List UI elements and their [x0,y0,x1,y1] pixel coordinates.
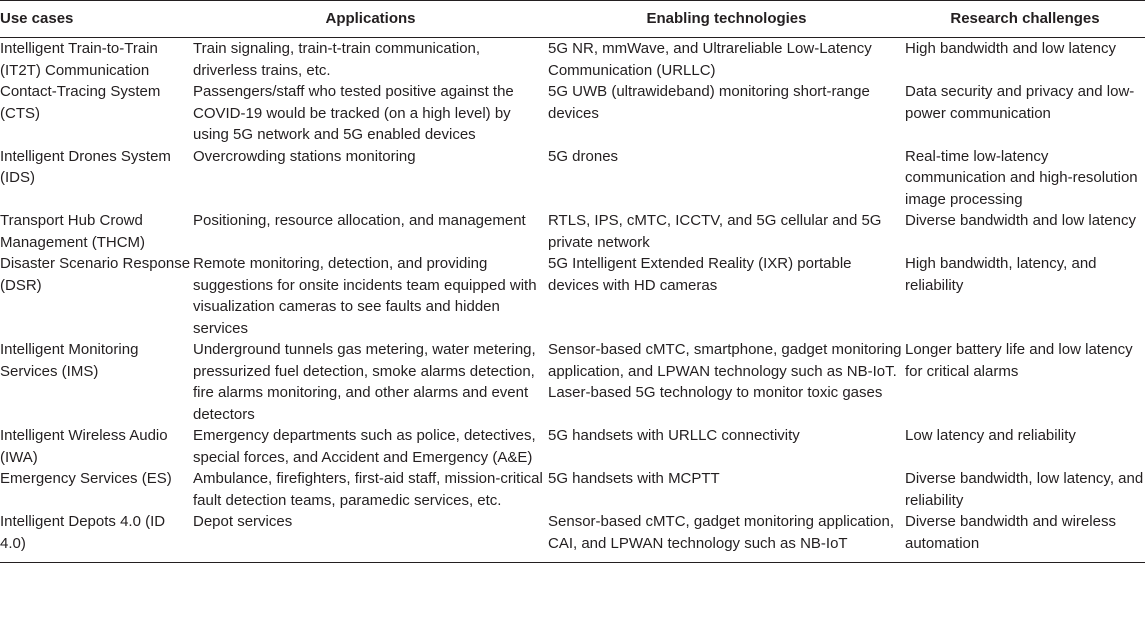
technologies-cell: Sensor-based cMTC, smartphone, gadget monitoring application, and LPWAN technology such as NB-IoT. Laser-based 5G technology to monitor toxic gases [548,341,902,401]
technologies-cell: 5G NR, mmWave, and Ultrareliable Low-Latency Communication (URLLC) [548,40,872,79]
table-row [0,339,1145,425]
header-row [0,1,1145,38]
challenges-cell: Diverse bandwidth, low latency, and reliability [905,470,1144,509]
applications-cell: Positioning, resource allocation, and management [193,212,526,229]
challenges-cell: High bandwidth, latency, and reliability [905,255,1097,294]
header-use-cases: Use cases [0,10,74,28]
header-enabling-technologies: Enabling technologies [646,10,807,28]
table-row [0,468,1145,511]
challenges-cell: Diverse bandwidth and low latency [905,212,1136,229]
applications-cell: Train signaling, train-t-train communication, driverless trains, etc. [193,40,481,79]
challenges-cell: Longer battery life and low latency for critical alarms [905,341,1133,380]
use-case-cell: Transport Hub Crowd Management (THCM) [0,212,146,251]
use-case-cell: Intelligent Train-to-Train (IT2T) Communication [0,40,158,79]
use-case-cell: Emergency Services (ES) [0,470,172,487]
technologies-cell: Sensor-based cMTC, gadget monitoring application, CAI, and LPWAN technology such as NB-IoT [548,513,895,552]
use-case-cell: Contact-Tracing System (CTS) [0,83,161,122]
challenges-cell: Real-time low-latency communication and high-resolution image processing [905,147,1138,208]
technologies-cell: RTLS, IPS, cMTC, ICCTV, and 5G cellular and 5G private network [548,212,882,251]
use-case-cell: Intelligent Wireless Audio (IWA) [0,427,168,466]
challenges-cell: High bandwidth and low latency [905,40,1116,57]
table-row [0,146,1145,211]
technologies-cell: 5G handsets with MCPTT [548,470,720,487]
use-case-cell: Intelligent Depots 4.0 (ID 4.0) [0,513,166,552]
technologies-cell: 5G handsets with URLLC connectivity [548,427,800,444]
use-case-cell: Intelligent Monitoring Services (IMS) [0,341,139,380]
challenges-cell: Low latency and reliability [905,427,1076,444]
applications-cell: Passengers/staff who tested positive against the COVID-19 would be tracked (on a high level) by using 5G network and 5G enabled devices [193,83,514,143]
use-case-cell: Intelligent Drones System (IDS) [0,147,171,186]
applications-cell: Emergency departments such as police, detectives, special forces, and Accident and Emergency (A&E) [193,427,536,466]
applications-cell: Overcrowding stations monitoring [193,147,416,165]
table-row [0,81,1145,146]
table-row [0,425,1145,468]
table-body [0,38,1145,563]
technologies-cell: 5G Intelligent Extended Reality (IXR) portable devices with HD cameras [548,255,852,294]
table-row [0,253,1145,339]
header-research-challenges: Research challenges [950,10,1100,28]
use-case-cell: Disaster Scenario Response (DSR) [0,255,191,294]
table-row [0,210,1145,253]
table-row [0,511,1145,563]
technologies-cell: 5G drones [548,147,619,165]
table-row [0,38,1145,82]
header-applications: Applications [325,10,416,28]
applications-cell: Underground tunnels gas metering, water metering, pressurized fuel detection, smoke alarms detection, fire alarms monitoring, and other alarms and event detectors [193,341,536,423]
applications-cell: Ambulance, firefighters, first-aid staff, mission-critical fault detection teams, paramedic services, etc. [193,470,543,509]
applications-cell: Depot services [193,513,293,530]
technologies-cell: 5G UWB (ultrawideband) monitoring short-range devices [548,83,870,122]
applications-cell: Remote monitoring, detection, and providing suggestions for onsite incidents team equipped with visualization cameras to see faults and hidden services [193,255,537,337]
challenges-cell: Diverse bandwidth and wireless automation [905,513,1116,552]
challenges-cell: Data security and privacy and low-power communication [905,83,1135,122]
table-header [0,1,1145,38]
